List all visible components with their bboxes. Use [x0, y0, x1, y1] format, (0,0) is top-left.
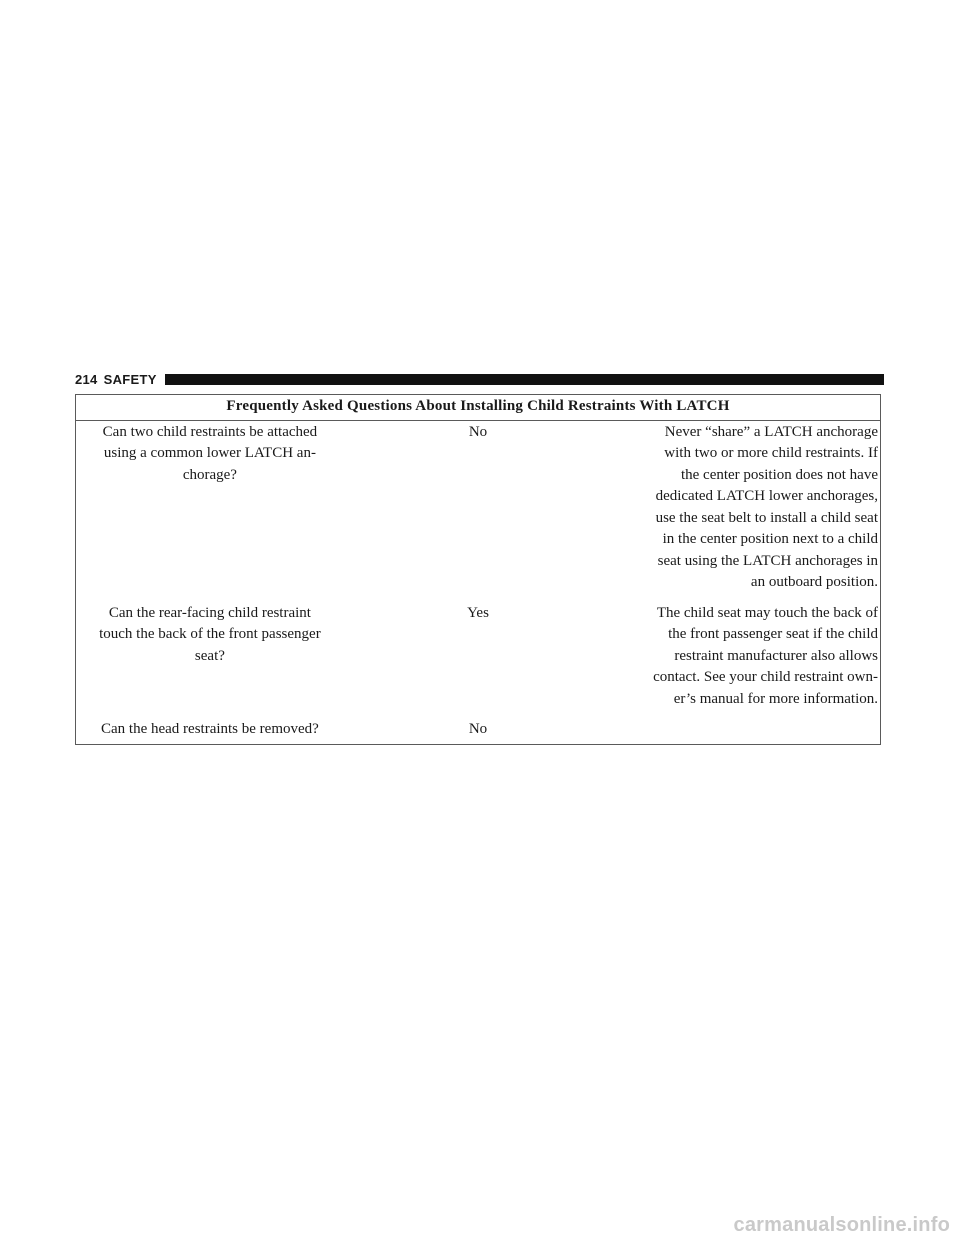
- site-watermark: carmanualsonline.info: [733, 1214, 950, 1236]
- question-cell: Can the head restraints be removed?: [76, 718, 344, 744]
- table-row: [76, 602, 881, 719]
- header-rule: [165, 374, 884, 385]
- comment-cell: The child seat may touch the back of the front passenger seat if the child restraint manufacturer also allows contact. See your child restraint own- er’s manual for more information.: [612, 602, 880, 719]
- table-row: [76, 420, 881, 602]
- comment-cell: [612, 718, 880, 744]
- question-cell: Can the rear-facing child restraint touch the back of the front passenger seat?: [76, 602, 344, 719]
- table-row: [76, 718, 881, 744]
- section-name: SAFETY: [103, 371, 157, 387]
- comment-cell: Never “share” a LATCH anchorage with two or more child restraints. If the center position does not have dedicated LATCH lower anchorages, use the seat belt to install a child seat in the center position next to a child seat using the LATCH anchorages in an outboard position.: [612, 420, 880, 602]
- table-title: Frequently Asked Questions About Installing Child Restraints With LATCH: [76, 395, 881, 421]
- page-header: [75, 371, 884, 387]
- table-title-row: [76, 395, 881, 421]
- page-number: 214: [75, 371, 98, 387]
- answer-cell: Yes: [467, 604, 489, 621]
- question-cell: Can two child restraints be attached using a common lower LATCH an- chorage?: [76, 420, 344, 602]
- answer-cell: No: [344, 718, 612, 744]
- latch-faq-table: [75, 394, 881, 745]
- answer-cell: No: [468, 423, 488, 440]
